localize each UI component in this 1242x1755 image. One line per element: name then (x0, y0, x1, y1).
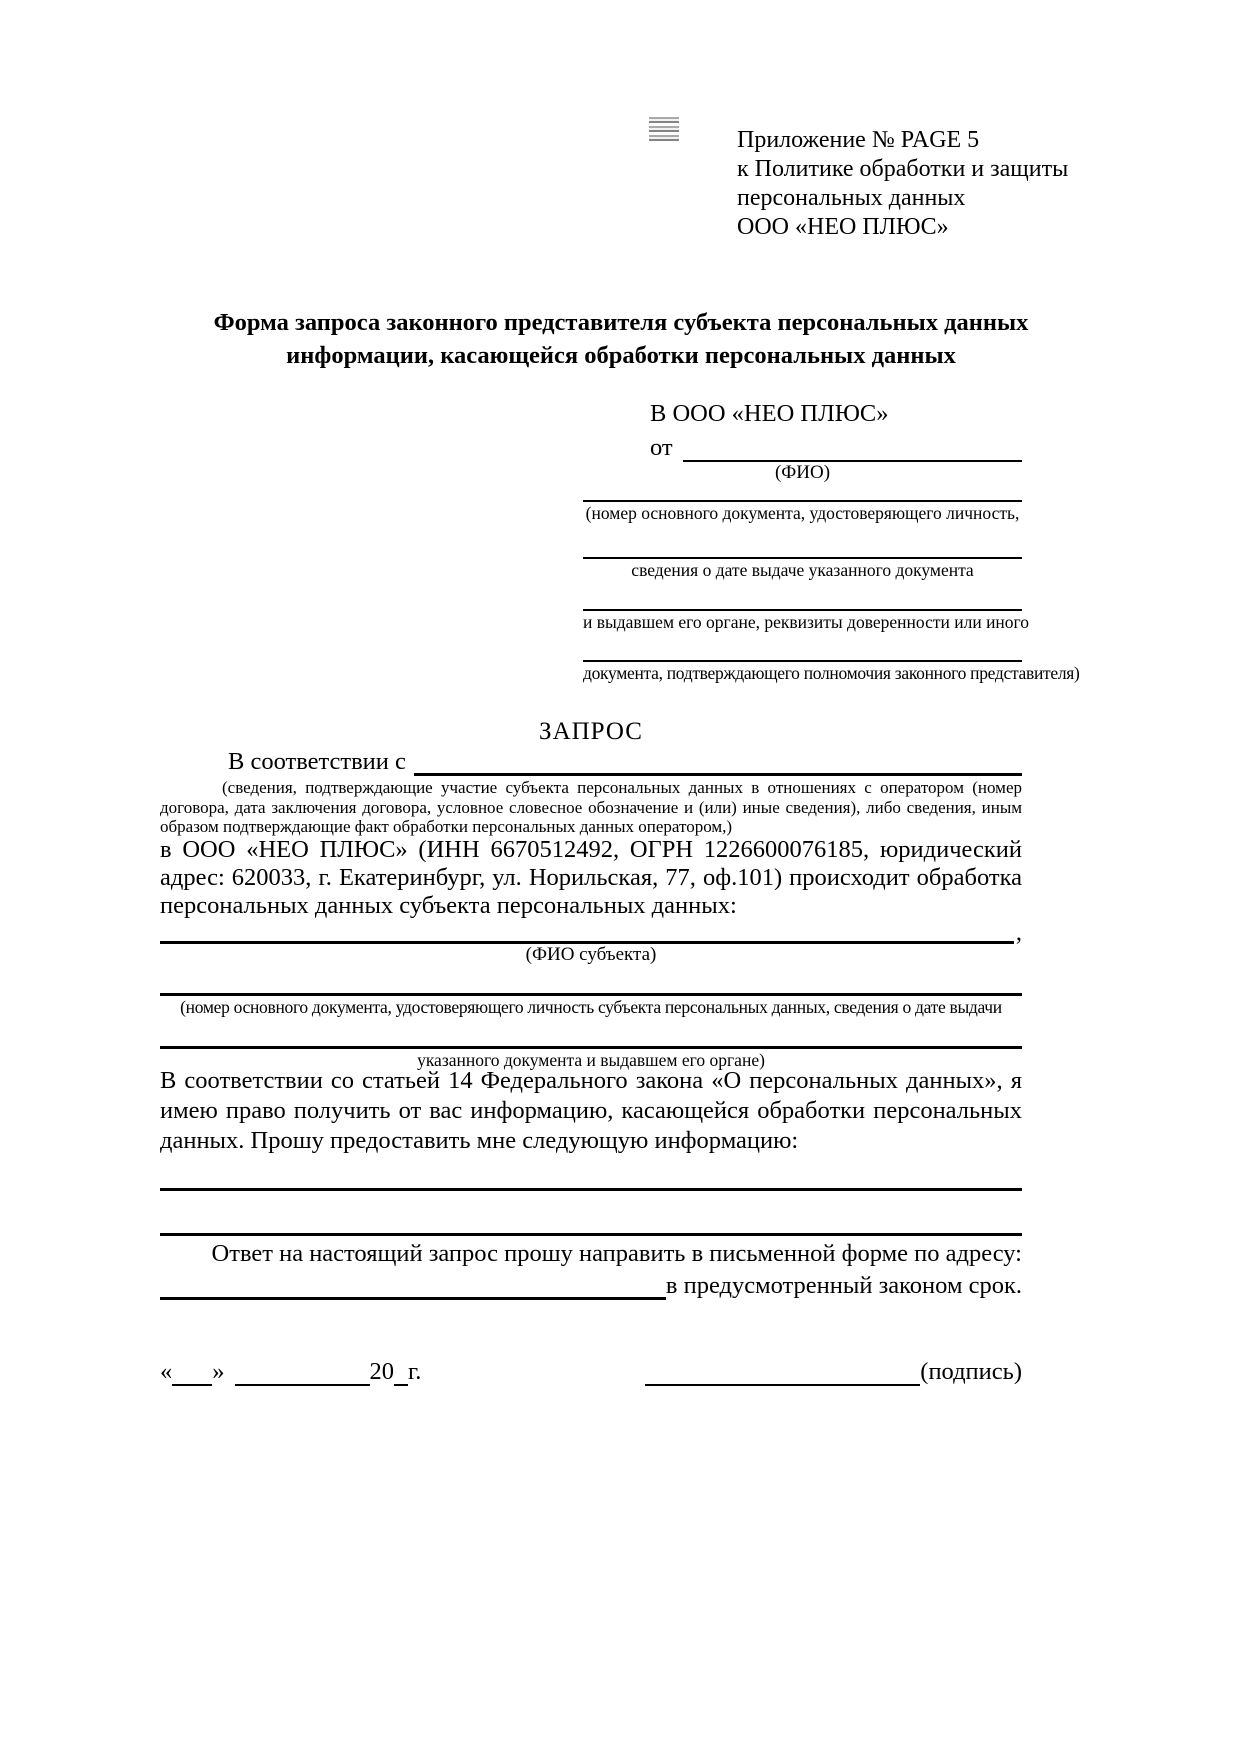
subject-fio-caption: (ФИО субъекта) (525, 944, 657, 965)
addressee-to: В ООО «НЕО ПЛЮС» (650, 400, 889, 427)
embedded-object-icon (649, 117, 679, 142)
appendix-line: Приложение № PAGE 5 (737, 127, 980, 153)
subject-doc-caption-2: указанного документа и выдавшем его органе) (417, 1050, 765, 1070)
subject-fio-blank-field[interactable] (160, 921, 1014, 944)
year-suffix: г. (408, 1358, 422, 1385)
signature-blank-field[interactable] (645, 1362, 920, 1386)
basis-label: В соответствии с (228, 748, 406, 775)
doc-issue-date-caption: сведения о дате выдаче указанного документа (631, 560, 974, 580)
requested-info-blank-field-2[interactable] (160, 1211, 1022, 1236)
signature-part (645, 1356, 1022, 1386)
addressee-from-row (583, 434, 1022, 462)
appendix-line: ООО «НЕО ПЛЮС» (737, 214, 949, 240)
subject-block (160, 919, 1022, 1071)
requested-info-blank-field-1[interactable] (160, 1166, 1022, 1191)
doc-authority-caption: документа, подтверждающего полномочия законного представителя) (583, 663, 1080, 683)
addressee-block (583, 400, 1080, 684)
appendix-header (737, 126, 1068, 242)
date-year-blank-field[interactable] (394, 1362, 408, 1386)
year-prefix: 20 (369, 1358, 394, 1385)
request-heading: ЗАПРОС (539, 718, 643, 745)
form-title (130, 306, 1112, 372)
signature-caption: (подпись) (920, 1358, 1022, 1385)
subject-fio-row (160, 919, 1022, 946)
representative-fio-blank-field[interactable] (683, 436, 1022, 462)
doc-issue-date-blank-field[interactable] (583, 524, 1022, 559)
request-basis-row (160, 748, 1022, 776)
subject-doc-blank-field-2[interactable] (160, 1018, 1022, 1049)
date-part (160, 1356, 421, 1386)
appendix-line: персональных данных (737, 185, 966, 211)
form-title-line-1: Форма запроса законного представителя субъекта персональных данных (213, 309, 1029, 336)
reply-address-blank-field[interactable] (160, 1275, 666, 1300)
doc-issuer-blank-field[interactable] (583, 581, 1022, 611)
subject-doc-blank-field-1[interactable] (160, 966, 1022, 996)
date-signature-row (160, 1356, 1022, 1386)
form-title-line-2: информации, касающейся обработки персональных данных (286, 342, 956, 369)
doc-issuer-caption: и выдавшем его органе, реквизиты доверенности или иного (583, 612, 1030, 632)
representative-doc-number-blank-field[interactable] (583, 484, 1022, 502)
subject-fio-comma: , (1015, 919, 1022, 946)
from-label: от (650, 434, 673, 461)
law-paragraph: В соответствии со статьей 14 Федерального закона «О персональных данных», я имею право получить от вас информацию, касающейся обработки персональных данных. Прошу предоставить мне следующую информацию: (160, 1067, 1022, 1154)
basis-fine-print: (сведения, подтверждающие участие субъекта персональных данных в отношениях с оператором (номер договора, дата заключения договора, условное словесное обозначение и (или) иные сведения), либо сведения, иным образом подтверждающие факт обработки персональных данных оператором,) (160, 778, 1022, 836)
basis-blank-field[interactable] (414, 749, 1022, 776)
operator-paragraph: в ООО «НЕО ПЛЮС» (ИНН 6670512492, ОГРН 1226600076185, юридический адрес: 620033, г. Екатеринбург, ул. Норильская, 77, оф.101) происходит обработка персональных данных субъекта персональных данных: (160, 836, 1022, 919)
fio-caption: (ФИО) (774, 462, 831, 483)
doc-authority-blank-field[interactable] (583, 633, 1022, 662)
reply-deadline-text: в предусмотренный законом срок. (665, 1272, 1022, 1299)
date-month-blank-field[interactable] (235, 1362, 370, 1386)
subject-doc-caption-1: (номер основного документа, удостоверяющего личность субъекта персональных данных, сведения о дате выдачи (180, 997, 1002, 1017)
reply-instruction: Ответ на настоящий запрос прошу направить в письменной форме по адресу: (211, 1240, 1022, 1267)
doc-number-caption: (номер основного документа, удостоверяющего личность, (585, 503, 1020, 523)
reply-address-row (160, 1272, 1022, 1300)
appendix-line: к Политике обработки и защиты (737, 156, 1069, 182)
open-quote: « (160, 1358, 173, 1385)
date-day-blank-field[interactable] (172, 1362, 212, 1386)
close-quote: » (212, 1358, 225, 1385)
